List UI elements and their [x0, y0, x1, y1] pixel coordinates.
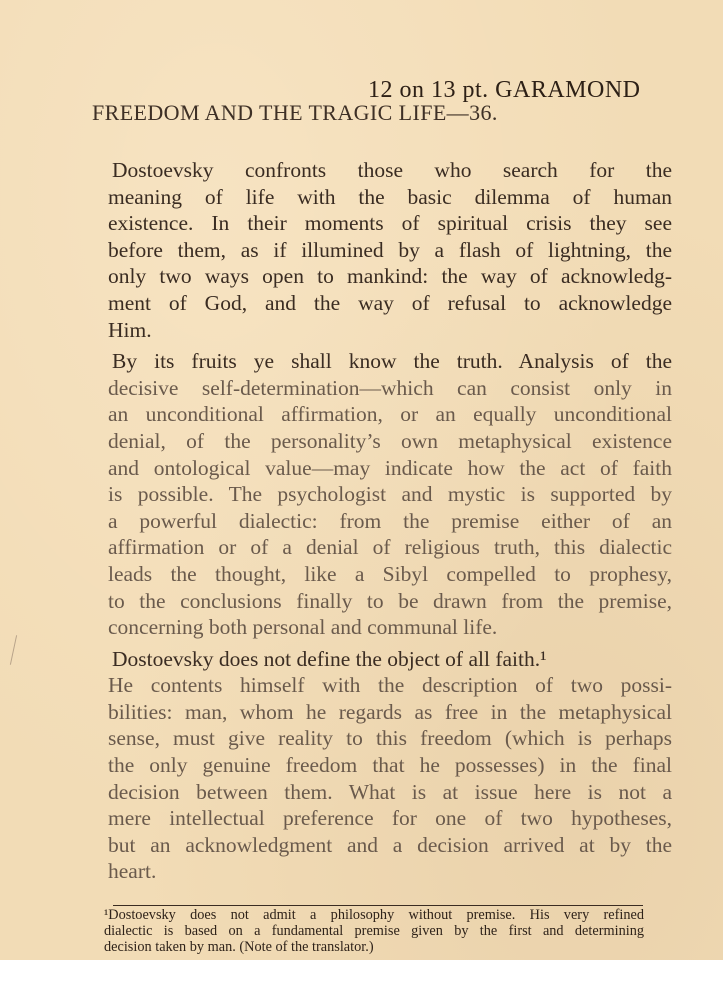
paragraph-3 [108, 646, 672, 885]
text-line: Dostoevsky does not define the object of all faith.¹ [112, 646, 547, 671]
footnote-rule [113, 905, 643, 906]
text-line: decisive self-determination—which can consist only in [108, 375, 672, 400]
text-line: sense, must give reality to this freedom (which is perhaps [108, 726, 672, 751]
text-line: Him. [108, 317, 152, 342]
paragraph-1 [108, 157, 672, 343]
body-text [108, 157, 672, 890]
text-line: only two ways open to mankind: the way of acknowledg- [108, 264, 672, 289]
text-line: the only genuine freedom that he possesses) in the final [108, 753, 672, 778]
text-line: bilities: man, whom he regards as free in the metaphysical [108, 699, 672, 724]
footnote-line: ¹Dostoevsky does not admit a philosophy without premise. His very refined [104, 907, 644, 923]
text-line: denial, of the personality’s own metaphysical existence [108, 428, 672, 453]
text-line: heart. [108, 859, 157, 884]
text-line: but an acknowledgment and a decision arrived at by the [108, 832, 672, 857]
text-line: ment of God, and the way of refusal to acknowledge [108, 290, 672, 315]
text-line: is possible. The psychologist and mystic is supported by [108, 482, 672, 507]
text-line: Dostoevsky confronts those who search for the [112, 158, 672, 182]
text-line: leads the thought, like a Sibyl compelled to prophesy, [108, 561, 672, 586]
text-line: By its fruits ye shall know the truth. Analysis of the [112, 349, 672, 374]
text-line: and ontological value—may indicate how the act of faith [108, 455, 672, 480]
paragraph-2 [108, 348, 672, 641]
text-line: existence. In their moments of spiritual crisis they see [108, 211, 672, 236]
margin-pencil-mark [10, 635, 17, 665]
footnote-line: dialectic is based on a fundamental premise given by the first and determining [104, 923, 644, 939]
text-line: before them, as if illumined by a flash of lightning, the [108, 237, 672, 262]
text-line: to the conclusions finally to be drawn from the premise, [108, 588, 672, 613]
text-line: an unconditional affirmation, or an equally unconditional [108, 402, 672, 427]
footnote [104, 907, 644, 955]
running-header: FREEDOM AND THE TRAGIC LIFE—36. [92, 100, 498, 125]
text-line: mere intellectual preference for one of two hypotheses, [108, 806, 672, 831]
text-line: decision between them. What is at issue here is not a [108, 779, 672, 804]
text-line: He contents himself with the description of two possi- [108, 673, 672, 698]
text-line: a powerful dialectic: from the premise either of an [108, 508, 672, 533]
text-line: concerning both personal and communal life. [108, 615, 498, 640]
typesetting-spec-note: 12 on 13 pt. GARAMOND [368, 77, 641, 103]
text-line: meaning of life with the basic dilemma of human [108, 184, 672, 209]
footnote-line: decision taken by man. (Note of the translator.) [104, 939, 374, 955]
text-line: affirmation or of a denial of religious truth, this dialectic [108, 535, 672, 560]
